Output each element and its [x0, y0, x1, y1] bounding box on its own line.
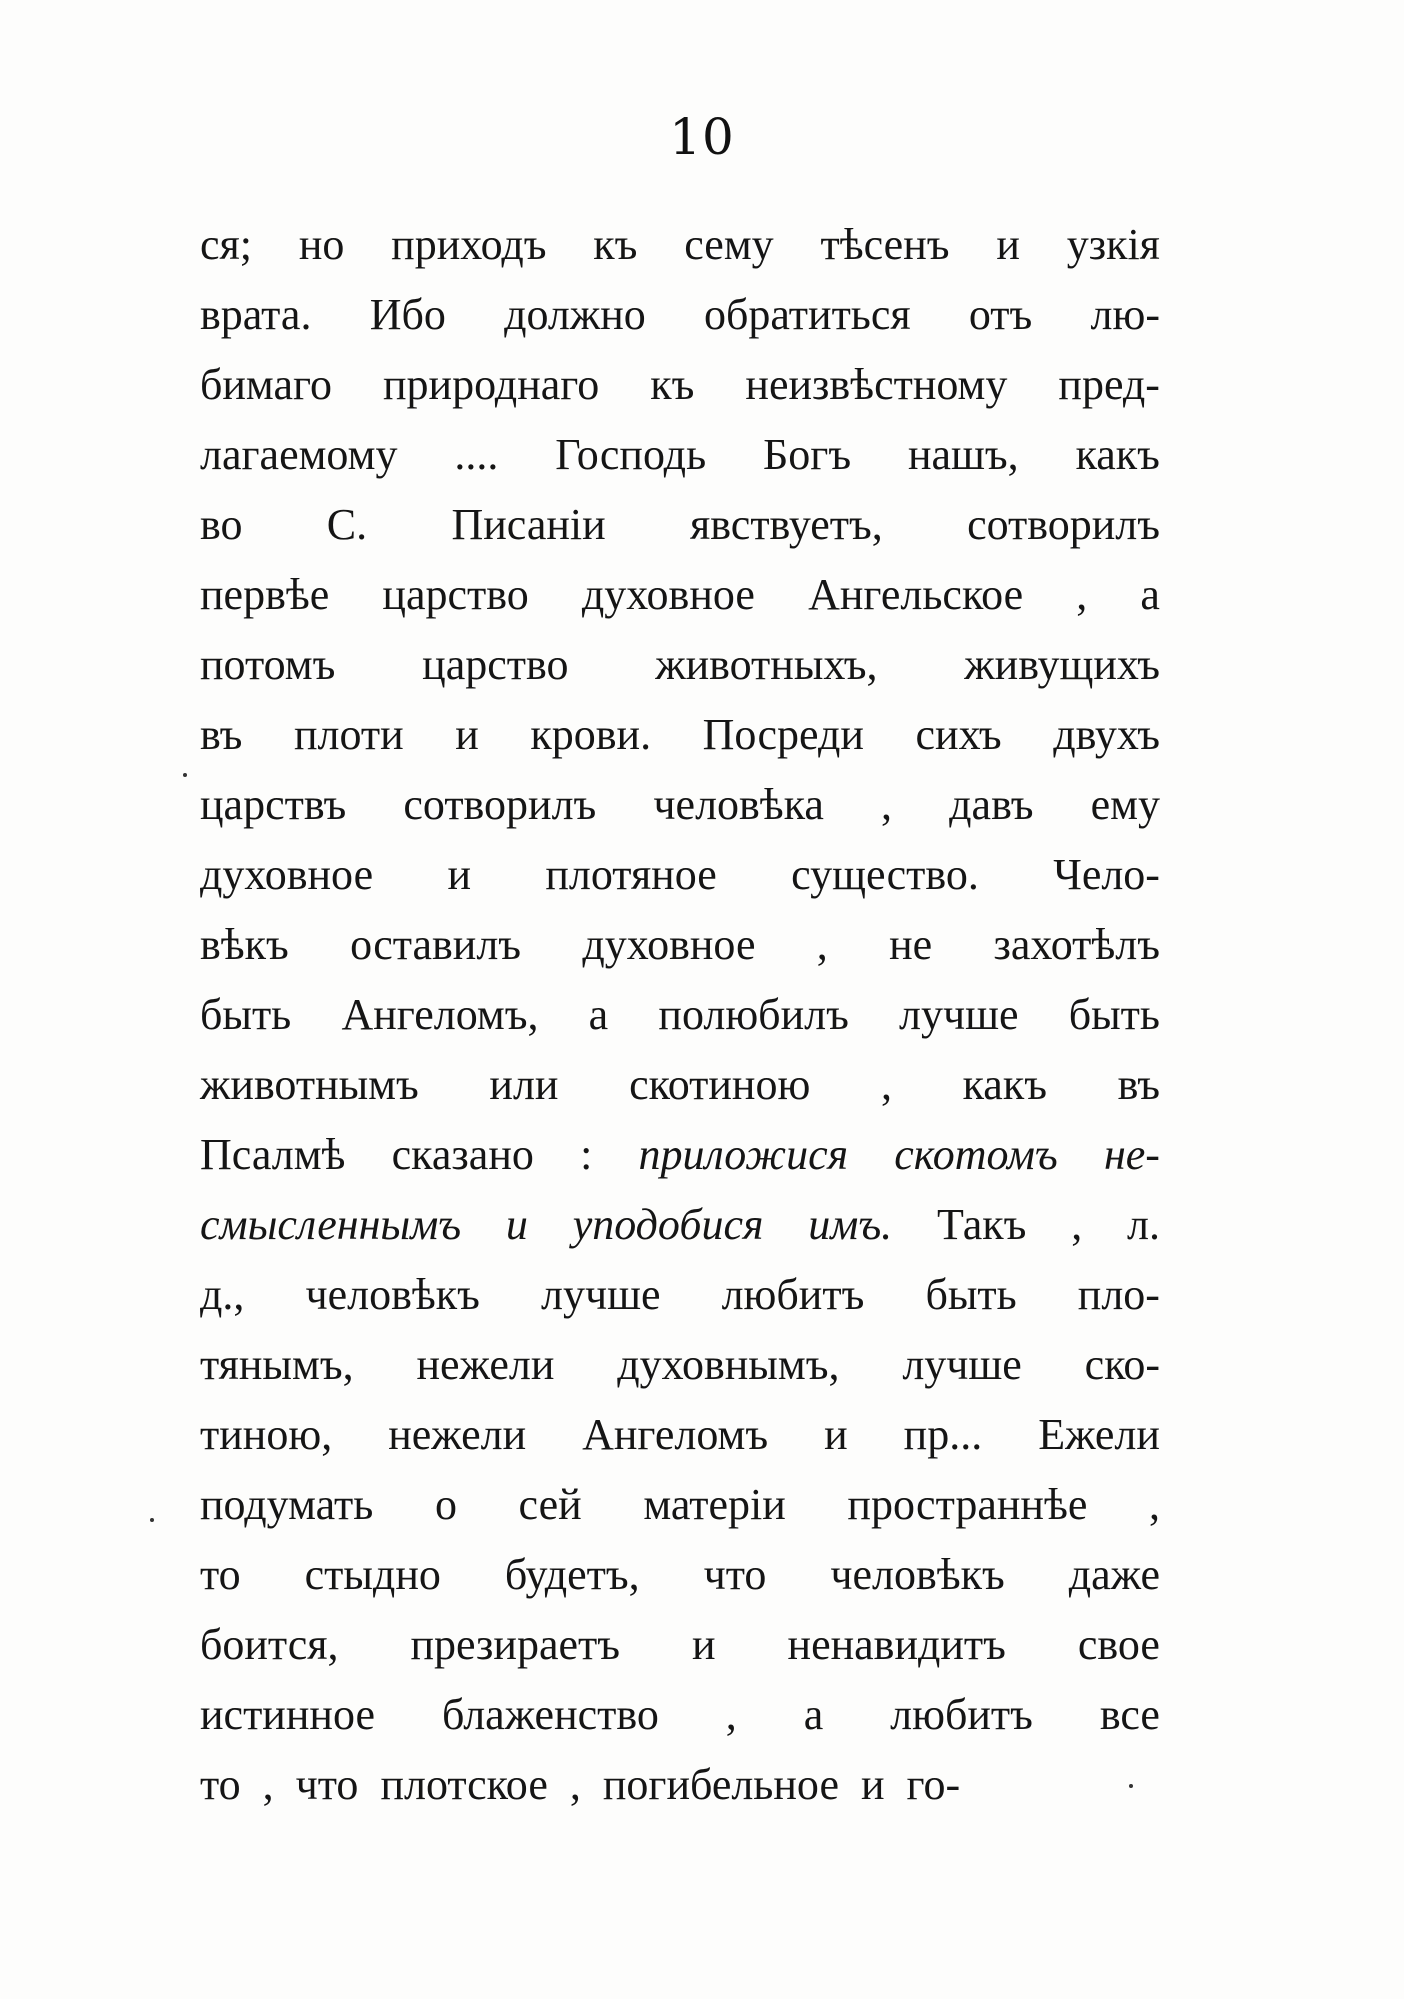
- text-word: крови.: [530, 710, 652, 759]
- text-word: Господь: [555, 430, 707, 479]
- text-line: [200, 1750, 1160, 1820]
- text-word: духовное: [200, 850, 374, 899]
- text-word: Ангеломъ: [582, 1410, 769, 1459]
- text-line: [200, 1680, 1160, 1750]
- text-word: быть: [925, 1270, 1017, 1319]
- text-word: не: [889, 920, 933, 969]
- text-word: во: [200, 500, 243, 549]
- text-word: уподобися: [572, 1200, 764, 1249]
- text-line: [200, 420, 1160, 490]
- text-word: и: [692, 1620, 716, 1669]
- text-word: явствуетъ,: [690, 500, 883, 549]
- text-word: о: [434, 1480, 457, 1529]
- text-word: стыдно: [304, 1550, 441, 1599]
- text-word: духовнымъ,: [617, 1340, 840, 1389]
- text-word: какъ: [1075, 430, 1160, 479]
- text-word: въ: [200, 710, 243, 759]
- text-word: двухъ: [1053, 710, 1160, 759]
- text-word: лучше: [541, 1270, 661, 1319]
- text-word: духовное: [581, 570, 755, 619]
- text-word: л.: [1127, 1200, 1160, 1249]
- text-word: отъ: [968, 290, 1033, 339]
- text-word: пр...: [903, 1410, 983, 1459]
- text-word: ему: [1090, 780, 1160, 829]
- text-word: захотѣлъ: [993, 920, 1160, 969]
- text-word: пред-: [1058, 360, 1160, 409]
- text-word: и: [996, 220, 1020, 269]
- text-word: С.: [326, 500, 368, 549]
- text-word: сему: [684, 220, 774, 269]
- text-word: ,: [816, 920, 828, 969]
- text-word: какъ: [962, 1060, 1047, 1109]
- text-word: полюбилъ: [658, 990, 849, 1039]
- text-line: [200, 350, 1160, 420]
- text-line: [200, 1540, 1160, 1610]
- text-word: то: [200, 1550, 241, 1599]
- text-line: [200, 1260, 1160, 1330]
- text-word: но: [298, 220, 345, 269]
- text-word: быть: [1068, 990, 1160, 1039]
- text-word: животныхъ,: [655, 640, 878, 689]
- text-line: [200, 700, 1160, 770]
- text-word: не-: [1103, 1130, 1160, 1179]
- text-word: будетъ,: [504, 1550, 640, 1599]
- text-word: приложися: [638, 1130, 849, 1179]
- text-word: погибельное: [602, 1760, 839, 1809]
- text-word: матеріи: [643, 1480, 786, 1529]
- text-line: [200, 490, 1160, 560]
- text-word: существо.: [791, 850, 979, 899]
- text-word: лучше: [899, 990, 1019, 1039]
- text-word: что: [295, 1760, 359, 1809]
- text-word: ,: [1071, 1200, 1083, 1249]
- text-word: презираетъ: [410, 1620, 621, 1669]
- text-line: [200, 770, 1160, 840]
- text-word: обратиться: [704, 290, 911, 339]
- text-word: и: [861, 1760, 885, 1809]
- text-word: должно: [504, 290, 646, 339]
- print-speck: [183, 773, 187, 777]
- text-word: ....: [454, 430, 499, 479]
- text-word: имъ.: [808, 1200, 893, 1249]
- text-line: [200, 1330, 1160, 1400]
- text-word: царство: [422, 640, 569, 689]
- text-word: ,: [881, 780, 893, 829]
- text-line: [200, 280, 1160, 350]
- text-word: человѣкъ: [305, 1270, 480, 1319]
- text-word: а: [803, 1690, 824, 1739]
- text-word: Такъ: [936, 1200, 1027, 1249]
- text-word: плотское: [380, 1760, 548, 1809]
- text-word: а: [1140, 570, 1160, 619]
- text-word: ненавидитъ: [787, 1620, 1006, 1669]
- text-word: истинное: [200, 1690, 376, 1739]
- text-word: Ангельское: [808, 570, 1024, 619]
- text-word: давъ: [949, 780, 1034, 829]
- text-word: ,: [1148, 1480, 1160, 1529]
- text-word: тѣсенъ: [820, 220, 950, 269]
- text-word: нежели: [388, 1410, 527, 1459]
- text-word: бимаго: [200, 360, 332, 409]
- text-line: [200, 1050, 1160, 1120]
- text-word: оставилъ: [350, 920, 522, 969]
- text-word: скотиною: [629, 1060, 811, 1109]
- text-line: [200, 560, 1160, 630]
- text-line: [200, 1470, 1160, 1540]
- text-word: свое: [1077, 1620, 1160, 1669]
- text-line: [200, 980, 1160, 1050]
- text-word: сотворилъ: [403, 780, 597, 829]
- text-word: смысленнымъ: [200, 1200, 462, 1249]
- text-word: и: [455, 710, 479, 759]
- text-line: [200, 1400, 1160, 1470]
- text-word: неизвѣстному: [745, 360, 1008, 409]
- text-word: ,: [569, 1760, 581, 1809]
- text-word: лагаемому: [200, 430, 398, 479]
- text-word: сей: [518, 1480, 582, 1529]
- text-line: [200, 910, 1160, 980]
- text-word: и: [824, 1410, 848, 1459]
- text-word: плоти: [294, 710, 404, 759]
- text-word: го-: [906, 1760, 961, 1809]
- text-word: д.,: [200, 1270, 245, 1319]
- text-word: живущихъ: [964, 640, 1160, 689]
- text-word: подумать: [200, 1480, 374, 1529]
- text-word: любитъ: [890, 1690, 1033, 1739]
- text-word: а: [588, 990, 609, 1039]
- text-line: [200, 840, 1160, 910]
- text-word: даже: [1068, 1550, 1160, 1599]
- text-word: Посреди: [702, 710, 864, 759]
- text-word: лучше: [902, 1340, 1022, 1389]
- text-word: :: [580, 1130, 593, 1179]
- text-word: ,: [1076, 570, 1088, 619]
- text-word: все: [1099, 1690, 1160, 1739]
- text-word: лю-: [1090, 290, 1160, 339]
- text-word: природнаго: [382, 360, 600, 409]
- text-line: [200, 630, 1160, 700]
- text-word: приходъ: [391, 220, 547, 269]
- text-word: то: [200, 1760, 241, 1809]
- text-word: плотяное: [545, 850, 717, 899]
- text-word: къ: [593, 220, 638, 269]
- text-word: быть: [200, 990, 292, 1039]
- text-word: ,: [262, 1760, 274, 1809]
- text-word: царствъ: [200, 780, 347, 829]
- body-text: [200, 210, 1160, 1820]
- text-word: ,: [725, 1690, 737, 1739]
- text-word: царство: [382, 570, 529, 619]
- text-word: пространнѣе: [847, 1480, 1088, 1529]
- text-word: тиною,: [200, 1410, 333, 1459]
- text-line: [200, 1120, 1160, 1190]
- text-word: врата.: [200, 290, 312, 339]
- page-number: 10: [669, 108, 735, 166]
- text-word: Ангеломъ,: [341, 990, 539, 1039]
- text-word: тянымъ,: [200, 1340, 354, 1389]
- text-word: сказано: [391, 1130, 534, 1179]
- text-word: сотворилъ: [967, 500, 1160, 549]
- text-line: [200, 210, 1160, 280]
- text-word: нашъ,: [907, 430, 1019, 479]
- text-line: [200, 1190, 1160, 1260]
- text-word: животнымъ: [200, 1060, 419, 1109]
- text-word: человѣкъ: [830, 1550, 1005, 1599]
- text-word: и: [447, 850, 472, 899]
- text-word: блаженство: [441, 1690, 659, 1739]
- text-line: [200, 1610, 1160, 1680]
- text-word: потомъ: [200, 640, 336, 689]
- text-word: что: [703, 1550, 767, 1599]
- text-word: узкія: [1066, 220, 1160, 269]
- text-word: Ибо: [369, 290, 446, 339]
- text-word: нежели: [416, 1340, 555, 1389]
- text-word: Ежели: [1038, 1410, 1160, 1459]
- print-speck: [150, 1518, 154, 1522]
- text-word: Чело-: [1053, 850, 1160, 899]
- print-speck: [1129, 1784, 1133, 1788]
- text-word: Псалмѣ: [200, 1130, 346, 1179]
- text-word: любитъ: [721, 1270, 865, 1319]
- text-word: человѣка: [653, 780, 824, 829]
- text-word: или: [489, 1060, 559, 1109]
- text-word: духовное: [582, 920, 756, 969]
- text-word: скотомъ: [894, 1130, 1058, 1179]
- text-word: ско-: [1084, 1340, 1160, 1389]
- text-word: вѣкъ: [200, 920, 289, 969]
- text-word: и: [505, 1200, 528, 1249]
- text-word: пло-: [1077, 1270, 1160, 1319]
- text-word: сихъ: [915, 710, 1002, 759]
- text-word: ся;: [200, 220, 252, 269]
- text-word: первѣе: [200, 570, 330, 619]
- text-word: боится,: [200, 1620, 339, 1669]
- text-word: въ: [1117, 1060, 1160, 1109]
- text-word: Писаніи: [451, 500, 606, 549]
- text-word: къ: [650, 360, 695, 409]
- text-word: ,: [880, 1060, 892, 1109]
- text-word: Богъ: [763, 430, 852, 479]
